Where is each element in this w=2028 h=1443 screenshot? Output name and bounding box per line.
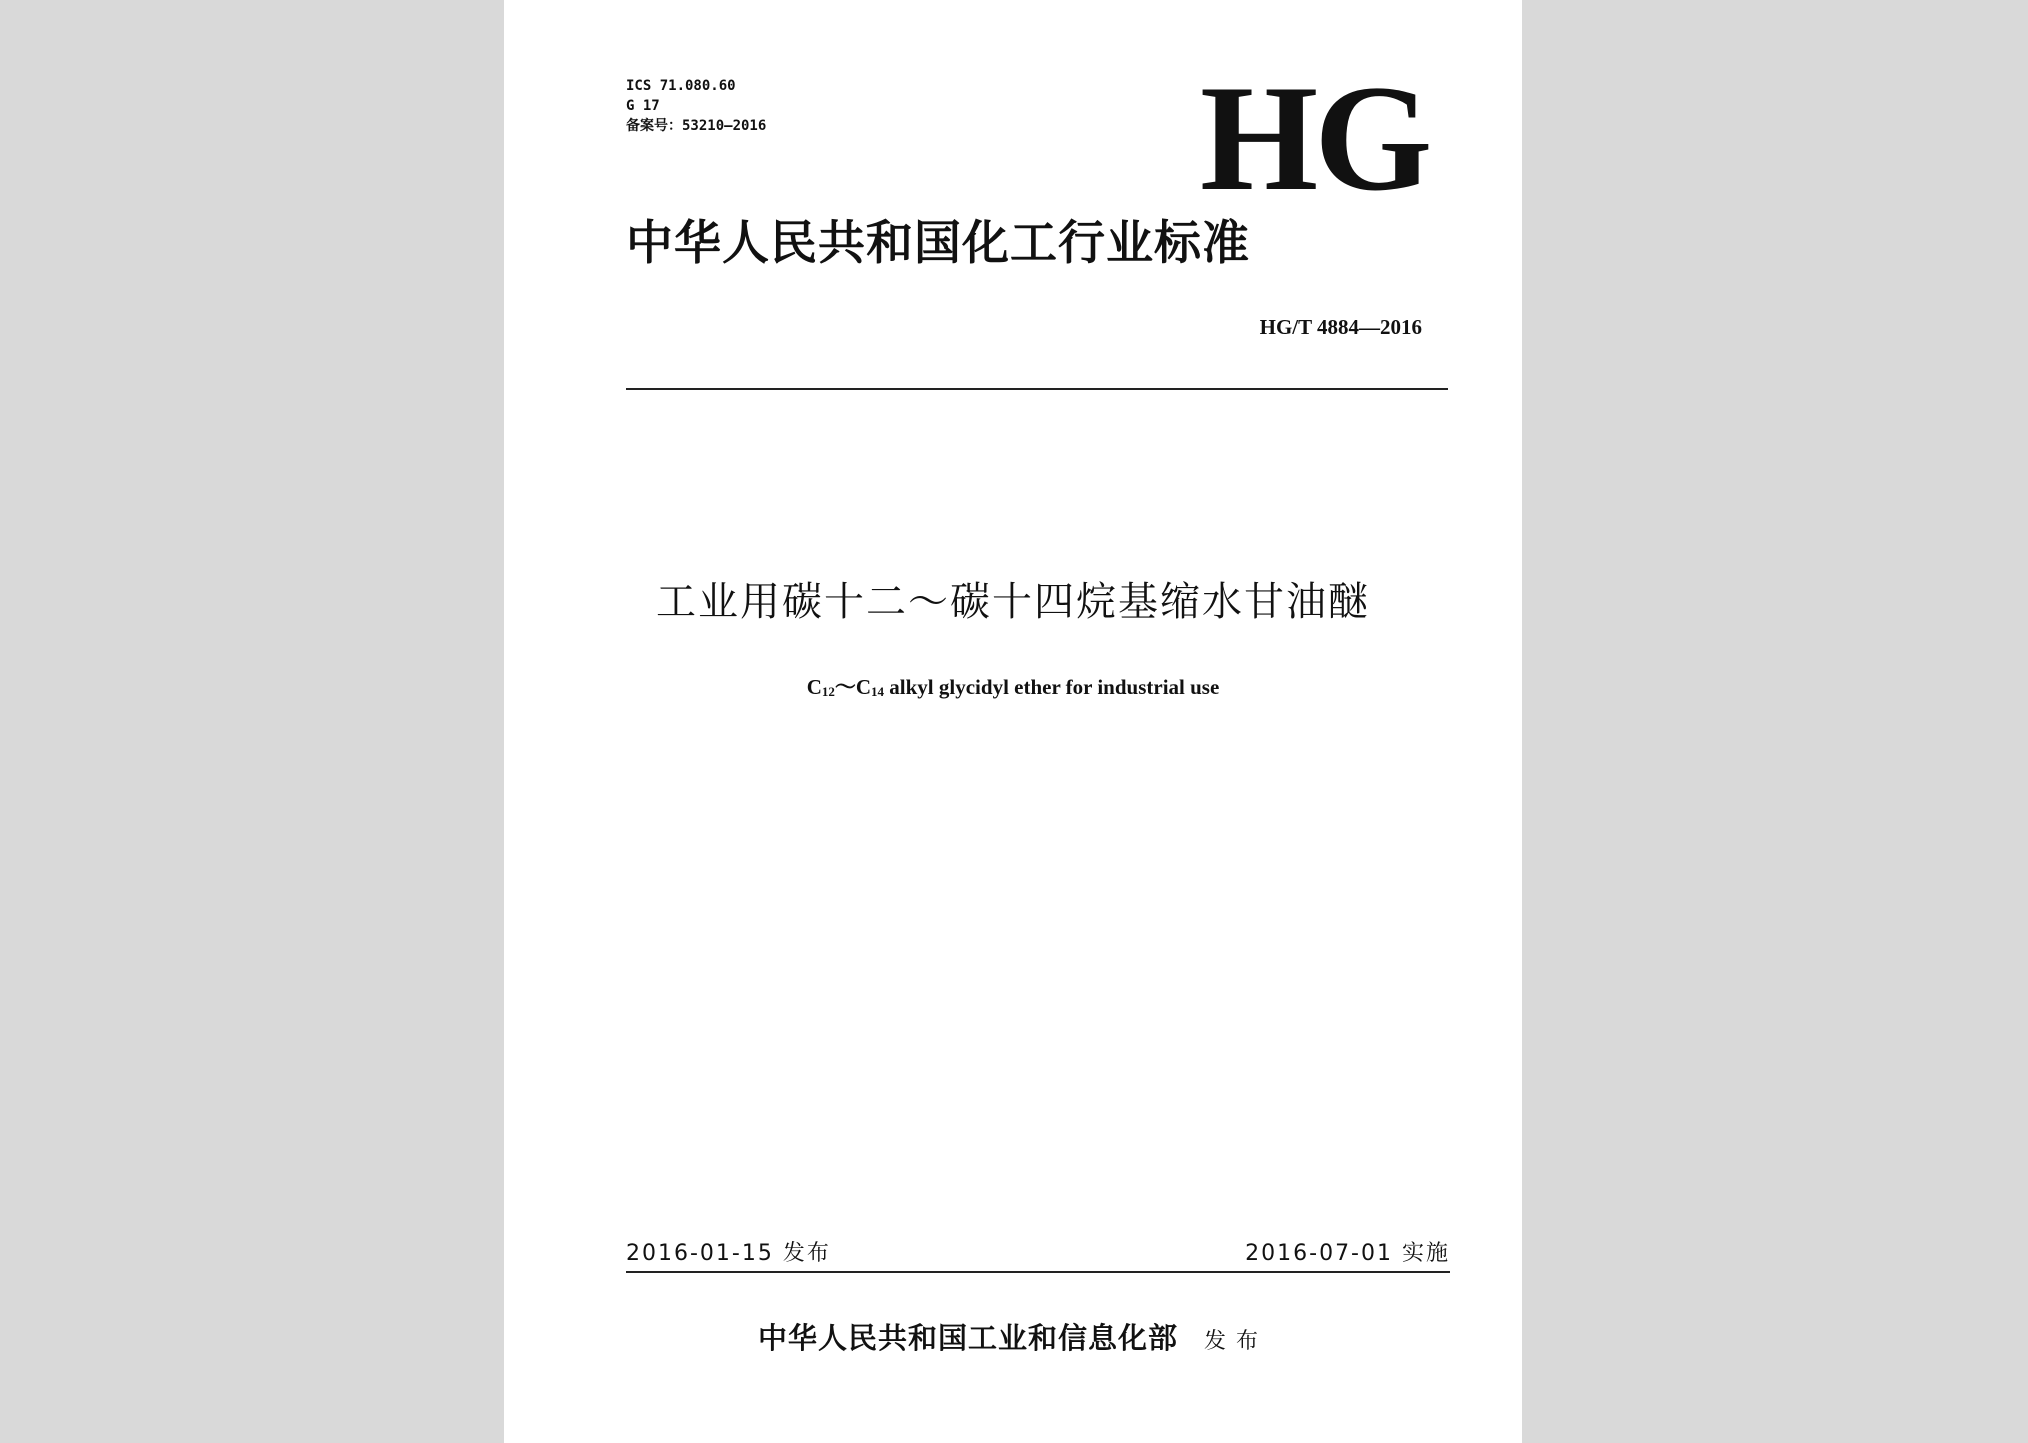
english-title-c1: C (806, 675, 822, 699)
document-page (504, 0, 1522, 1443)
top-divider (626, 388, 1448, 390)
publisher-line (504, 1316, 1522, 1364)
implementation-date: 2016-07-01 实施 (1245, 1241, 1450, 1266)
english-title-c2: C (855, 675, 872, 699)
bottom-divider (626, 1271, 1450, 1273)
classification-block (626, 76, 766, 136)
english-title-tilde: ～ (834, 675, 856, 699)
english-title-sub1: 12 (821, 684, 835, 699)
ccs-code: G 17 (626, 98, 660, 114)
chinese-title: 工业用碳十二～碳十四烷基缩水甘油醚 (656, 579, 1370, 625)
publisher-action: 发布 (1204, 1329, 1269, 1354)
english-title-rest: alkyl glycidyl ether for industrial use (884, 675, 1220, 699)
dates-row (626, 1238, 1450, 1270)
ics-code: ICS 71.080.60 (626, 78, 736, 94)
hg-logo: HG (1200, 54, 1429, 222)
filing-number: 备案号：53210—2016 (626, 118, 767, 134)
publisher-org: 中华人民共和国工业和信息化部 (757, 1321, 1178, 1355)
industry-standard-title: 中华人民共和国化工行业标准 (626, 216, 1250, 271)
standard-number: HG/T 4884—2016 (1259, 315, 1422, 339)
issue-date: 2016-01-15 发布 (626, 1241, 831, 1266)
english-title (504, 672, 1522, 707)
english-title-sub2: 14 (871, 684, 885, 699)
